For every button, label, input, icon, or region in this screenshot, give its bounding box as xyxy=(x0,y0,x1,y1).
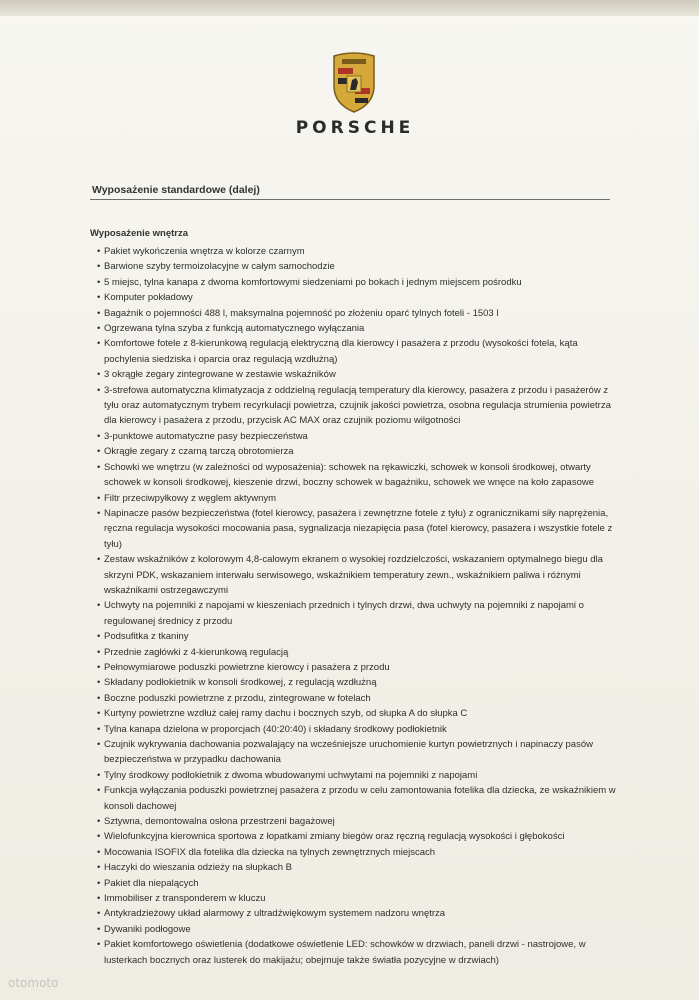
feature-item: • Boczne poduszki powietrzne z przodu, zintegrowane w fotelach xyxy=(97,691,617,706)
feature-item: • Podsufitka z tkaniny xyxy=(97,629,617,644)
feature-item: • 3-strefowa automatyczna klimatyzacja z oddzielną regulacją temperatury dla kierowcy, pasażera z przodu i pasażerów z tyłu oraz automatycznym trybem recyrkulacji powietrza, czujnik jakości powietrza, osobna regulacja strumienia powietrza dla kierowcy i pasażera z przodu, przycisk AC MAX oraz czujnik poziomu wilgotności xyxy=(97,383,617,429)
feature-item: • Pełnowymiarowe poduszki powietrzne kierowcy i pasażera z przodu xyxy=(97,660,617,675)
feature-item: • Czujnik wykrywania dachowania pozwalający na wcześniejsze uruchomienie kurtyn powietrznych i napinaczy pasów bezpieczeństwa w przypadku dachowania xyxy=(97,737,617,768)
feature-item: • Bagażnik o pojemności 488 l, maksymalna pojemność po złożeniu oparć tylnych foteli - 1503 l xyxy=(97,306,617,321)
feature-item: • Komfortowe fotele z 8-kierunkową regulacją elektryczną dla kierowcy i pasażera z przodu (wysokości fotela, kąta pochylenia siedziska i oparcia oraz regulacją wzdłużną) xyxy=(97,336,617,367)
section-divider xyxy=(90,199,610,200)
feature-item: • Pakiet komfortowego oświetlenia (dodatkowe oświetlenie LED: schowków w drzwiach, paneli drzwi - nastrojowe, w lusterkach bocznych oraz lusterek do makijażu; obejmuje także światła pozycyjne w drzwiach) xyxy=(97,937,617,968)
brand-logotype: PORSCHE xyxy=(295,118,415,138)
feature-item: • Pakiet wykończenia wnętrza w kolorze czarnym xyxy=(97,244,617,259)
feature-item: • Pakiet dla niepalących xyxy=(97,876,617,891)
top-edge xyxy=(0,0,699,16)
feature-list xyxy=(97,244,617,968)
feature-item: • Napinacze pasów bezpieczeństwa (fotel kierowcy, pasażera i zewnętrzne fotele z tyłu) z ogranicznikami siły naprężenia, ręczna regulacja wysokości mocowania pasa, sygnalizacja niezapięcia pasa (fotel kierowcy, pasażera i wszystkie fotele z tyłu) xyxy=(97,506,617,552)
feature-item: • Mocowania ISOFIX dla fotelika dla dziecka na tylnych zewnętrznych miejscach xyxy=(97,845,617,860)
feature-item: • Schowki we wnętrzu (w zależności od wyposażenia): schowek na rękawiczki, schowek w konsoli środkowej, otwarty schowek w konsoli środkowej, kieszenie drzwi, boczny schowek w bagażniku, schowek we wnęce na koło zapasowe xyxy=(97,460,617,491)
feature-item: • Immobiliser z transponderem w kluczu xyxy=(97,891,617,906)
feature-item: • Funkcja wyłączania poduszki powietrznej pasażera z przodu w celu zamontowania fotelika dla dziecka, ze wskaźnikiem w konsoli dachowej xyxy=(97,783,617,814)
feature-item: • Tylny środkowy podłokietnik z dwoma wbudowanymi uchwytami na pojemniki z napojami xyxy=(97,768,617,783)
feature-item: • Wielofunkcyjna kierownica sportowa z łopatkami zmiany biegów oraz ręczną regulacją wysokości i głębokości xyxy=(97,829,617,844)
feature-item: • Ogrzewana tylna szyba z funkcją automatycznego wyłączania xyxy=(97,321,617,336)
feature-item: • Zestaw wskaźników z kolorowym 4,8-calowym ekranem o wysokiej rozdzielczości, wskazaniem optymalnego biegu dla skrzyni PDK, wskazaniem interwału serwisowego, wskaźnikiem temperatury zewn., wskaźnikiem paliwa i różnymi wskaźnikami ostrzegawczymi xyxy=(97,552,617,598)
feature-item: • Sztywna, demontowalna osłona przestrzeni bagażowej xyxy=(97,814,617,829)
section-title: Wyposażenie standardowe (dalej) xyxy=(92,184,260,196)
feature-item: • 3-punktowe automatyczne pasy bezpieczeństwa xyxy=(97,429,617,444)
porsche-crest-logo xyxy=(330,52,378,114)
feature-item: • Przednie zagłówki z 4-kierunkową regulacją xyxy=(97,645,617,660)
feature-item: • Filtr przeciwpyłkowy z węglem aktywnym xyxy=(97,491,617,506)
feature-item: • 3 okrągłe zegary zintegrowane w zestawie wskaźników xyxy=(97,367,617,382)
feature-item: • Komputer pokładowy xyxy=(97,290,617,305)
feature-item: • Okrągłe zegary z czarną tarczą obrotomierza xyxy=(97,444,617,459)
feature-item: • Uchwyty na pojemniki z napojami w kieszeniach przednich i tylnych drzwi, dwa uchwyty na pojemniki z napojami o regulowanej średnicy z przodu xyxy=(97,598,617,629)
feature-item: • Antykradzieżowy układ alarmowy z ultradźwiękowym systemem nadzoru wnętrza xyxy=(97,906,617,921)
feature-item: • Haczyki do wieszania odzieży na słupkach B xyxy=(97,860,617,875)
feature-item: • Dywaniki podłogowe xyxy=(97,922,617,937)
feature-item: • Barwione szyby termoizolacyjne w całym samochodzie xyxy=(97,259,617,274)
feature-item: • Składany podłokietnik w konsoli środkowej, z regulacją wzdłużną xyxy=(97,675,617,690)
feature-item: • Kurtyny powietrzne wzdłuż całej ramy dachu i bocznych szyb, od słupka A do słupka C xyxy=(97,706,617,721)
feature-item: • 5 miejsc, tylna kanapa z dwoma komfortowymi siedzeniami po bokach i jednym miejscem pośrodku xyxy=(97,275,617,290)
feature-item: • Tylna kanapa dzielona w proporcjach (40:20:40) i składany środkowy podłokietnik xyxy=(97,722,617,737)
watermark: otomoto xyxy=(8,976,59,990)
subsection-title: Wyposażenie wnętrza xyxy=(90,228,189,239)
